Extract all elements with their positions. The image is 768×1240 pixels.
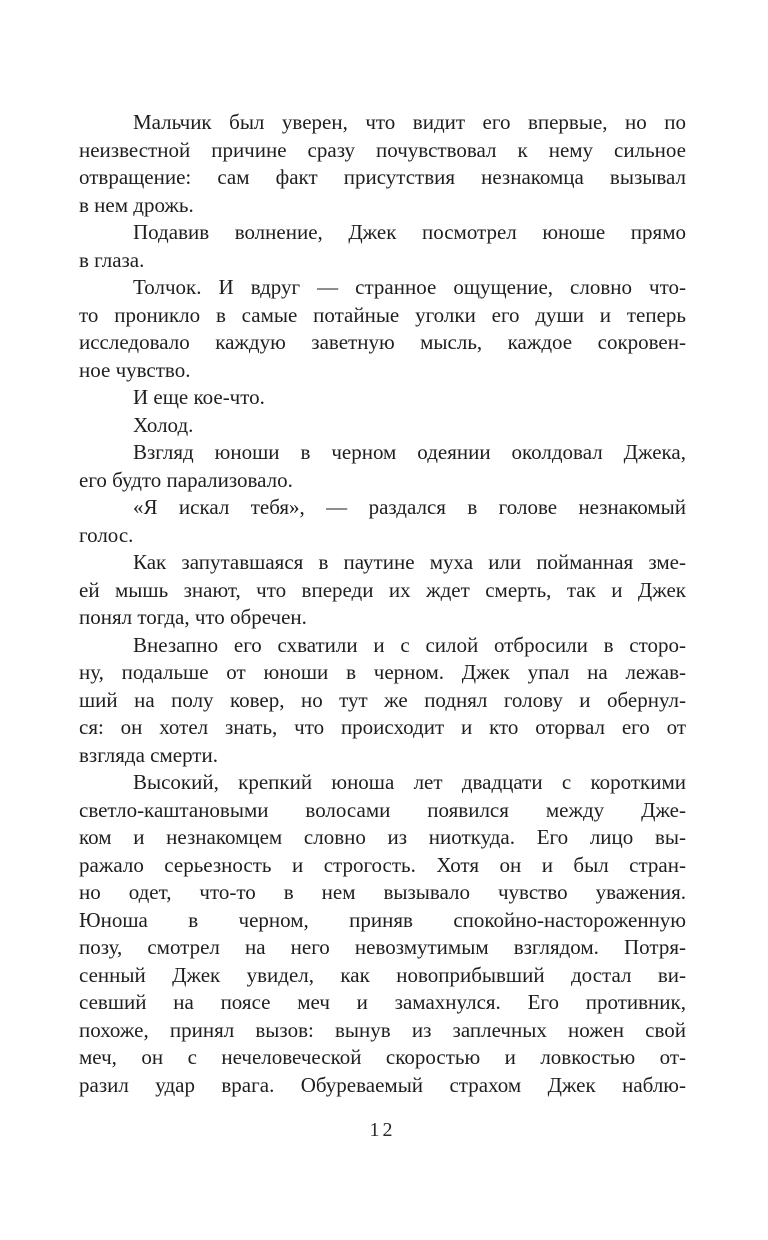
text-line: отвращение: сам факт присутствия незнакомца вызывал xyxy=(79,165,686,189)
text-line: разил удар врага. Обуреваемый страхом Джек наблю- xyxy=(79,1072,686,1097)
text-line: Подавив волнение, Джек посмотрел юноше прямо xyxy=(133,220,686,244)
text-line: Высокий, крепкий юноша лет двадцати с короткими xyxy=(133,770,686,794)
page-number: 12 xyxy=(369,1119,396,1141)
text-line: светло-каштановыми волосами появился между Дже- xyxy=(79,797,686,822)
paragraph xyxy=(79,384,686,412)
text-line: Взгляд юноши в черном одеянии околдовал Джека, xyxy=(133,440,686,464)
text-line: ком и незнакомцем словно из ниоткуда. Его лицо вы- xyxy=(79,825,686,849)
text-line: севший на поясе меч и замахнулся. Его противник, xyxy=(79,990,686,1014)
paragraph xyxy=(79,549,686,632)
text-line: его будто парализовало. xyxy=(79,467,293,492)
text-line: И еще кое-что. xyxy=(133,385,265,409)
paragraph xyxy=(79,494,686,549)
text-line: ражало серьезность и строгость. Хотя он и был стран- xyxy=(79,852,686,877)
text-line: позу, смотрел на него невозмутимым взглядом. Потря- xyxy=(79,935,686,959)
paragraph xyxy=(79,219,686,274)
text-line: ное чувство. xyxy=(79,357,191,382)
text-line: ну, подальше от юноши в черном. Джек упал на лежав- xyxy=(79,660,686,684)
text-line: ший на полу ковер, но тут же поднял голову и обернул- xyxy=(79,687,686,712)
text-line: ся: он хотел знать, что происходит и кто оторвал его от xyxy=(79,715,686,739)
text-line: в нем дрожь. xyxy=(79,192,194,217)
text-line: Мальчик был уверен, что видит его впервые, но по xyxy=(133,110,686,134)
paragraph xyxy=(79,632,686,770)
text-line: неизвестной причине сразу почувствовал к нему сильное xyxy=(79,137,686,162)
paragraph xyxy=(79,412,686,440)
text-line: взгляда смерти. xyxy=(79,742,218,767)
text-line: то проникло в самые потайные уголки его души и теперь xyxy=(79,302,686,327)
text-line: «Я искал тебя», — раздался в голове незнакомый xyxy=(133,495,686,519)
text-line: Как запутавшаяся в паутине муха или пойманная зме- xyxy=(133,550,686,574)
paragraph xyxy=(79,274,686,384)
text-line: понял тогда, что обречен. xyxy=(79,605,307,629)
paragraph xyxy=(79,439,686,494)
text-line: Юноша в черном, приняв спокойно-настороженную xyxy=(79,907,686,932)
text-line: но одет, что-то в нем вызывало чувство уважения. xyxy=(79,880,686,904)
text-line: голос. xyxy=(79,522,134,547)
text-line: сенный Джек увидел, как новоприбывший достал ви- xyxy=(79,962,686,987)
text-line: Внезапно его схватили и с силой отбросили в сторо- xyxy=(133,632,686,657)
text-block xyxy=(79,109,686,1099)
text-line: меч, он с нечеловеческой скоростью и ловкостью от- xyxy=(79,1045,686,1069)
text-line: исследовало каждую заветную мысль, каждое сокровен- xyxy=(79,330,686,354)
paragraph xyxy=(79,769,686,1099)
text-line: похоже, принял вызов: вынув из заплечных ножен свой xyxy=(79,1017,686,1042)
text-line: ей мышь знают, что впереди их ждет смерть, так и Джек xyxy=(79,577,686,602)
text-line: в глаза. xyxy=(79,247,145,272)
text-line: Толчок. И вдруг — странное ощущение, словно что- xyxy=(133,275,686,299)
text-line: Холод. xyxy=(133,412,194,437)
paragraph xyxy=(79,109,686,219)
